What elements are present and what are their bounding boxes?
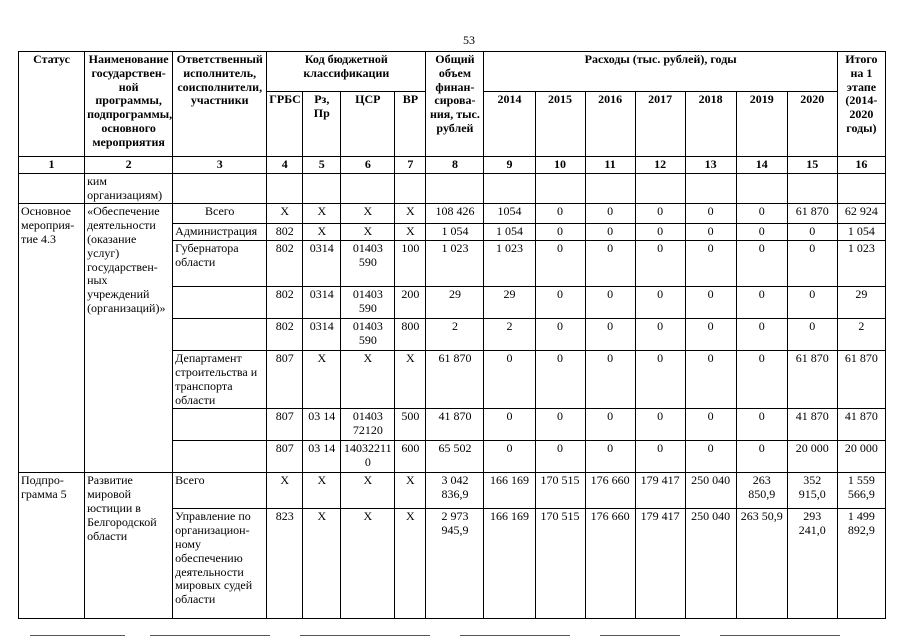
itogo-cell: 1 023 [837, 241, 885, 287]
status-cell: Подпро-грамма 5 [19, 473, 85, 619]
header-total-volume: Общий объем финан-сирова-ния, тыс. рублей [426, 52, 484, 157]
name-cell: Развитие мировой юстиции в Белгородской области [85, 473, 173, 619]
rzpr-cell: 0314 [303, 241, 341, 287]
year-value-cell: 0 [635, 409, 685, 441]
column-number: 3 [173, 157, 267, 174]
header-year: 2019 [736, 92, 787, 157]
itogo-cell: 62 924 [837, 204, 885, 224]
executor-cell: Управление по организацион-ному обеспечению деятельности мировых судей области [173, 509, 267, 619]
executor-cell: Всего [173, 473, 267, 509]
vr-cell: 600 [395, 441, 426, 473]
itogo-cell: 1 054 [837, 224, 885, 241]
year-value-cell: 0 [736, 351, 787, 409]
itogo-cell: 1 499 892,9 [837, 509, 885, 619]
year-value-cell: 0 [585, 351, 635, 409]
year-value-cell: 0 [685, 241, 736, 287]
grbs-cell: 807 [267, 441, 303, 473]
year-value-cell: 0 [585, 441, 635, 473]
vr-cell: 800 [395, 319, 426, 351]
year-value-cell: 0 [585, 224, 635, 241]
year-value-cell: 293 241,0 [787, 509, 837, 619]
grbs-cell: 807 [267, 409, 303, 441]
vr-cell: Х [395, 351, 426, 409]
grbs-cell: 802 [267, 241, 303, 287]
rzpr-cell: Х [303, 204, 341, 224]
year-value-cell: 1 023 [484, 241, 535, 287]
year-value-cell: 0 [585, 319, 635, 351]
year-value-cell: 0 [685, 287, 736, 319]
itogo-cell: 61 870 [837, 351, 885, 409]
year-value-cell: 0 [535, 224, 585, 241]
header-csr: ЦСР [341, 92, 395, 157]
year-value-cell: 0 [635, 241, 685, 287]
csr-cell: 14032211 0 [341, 441, 395, 473]
column-number: 9 [484, 157, 535, 174]
rzpr-cell: Х [303, 509, 341, 619]
column-number: 16 [837, 157, 885, 174]
column-number: 6 [341, 157, 395, 174]
header-name: Наименование государствен-ной программы, подпрограммы, основного мероприятия [85, 52, 173, 157]
year-value-cell: 0 [787, 287, 837, 319]
vr-cell: 200 [395, 287, 426, 319]
year-value-cell: 166 169 [484, 509, 535, 619]
executor-cell [173, 319, 267, 351]
year-value-cell: 0 [635, 287, 685, 319]
executor-cell: Департамент строительства и транспорта области [173, 351, 267, 409]
year-value-cell: 0 [736, 409, 787, 441]
year-value-cell: 0 [635, 441, 685, 473]
csr-cell: Х [341, 204, 395, 224]
executor-cell [173, 441, 267, 473]
year-value-cell: 29 [484, 287, 535, 319]
total-cell: 2 973 945,9 [426, 509, 484, 619]
column-number: 12 [635, 157, 685, 174]
grbs-cell: 802 [267, 287, 303, 319]
year-value-cell: 0 [736, 319, 787, 351]
year-value-cell: 179 417 [635, 473, 685, 509]
budget-table [18, 51, 886, 619]
year-value-cell: 0 [535, 287, 585, 319]
csr-cell: 01403 590 [341, 319, 395, 351]
year-value-cell: 0 [535, 204, 585, 224]
itogo-cell: 1 559 566,9 [837, 473, 885, 509]
header-year: 2018 [685, 92, 736, 157]
grbs-cell: 823 [267, 509, 303, 619]
year-value-cell: 0 [685, 204, 736, 224]
grbs-cell: Х [267, 473, 303, 509]
year-value-cell: 0 [635, 319, 685, 351]
year-value-cell: 0 [787, 224, 837, 241]
year-value-cell: 1 054 [484, 224, 535, 241]
total-cell: 1 054 [426, 224, 484, 241]
rzpr-cell: 03 14 [303, 441, 341, 473]
rzpr-cell: 0314 [303, 287, 341, 319]
year-value-cell: 0 [787, 319, 837, 351]
header-year: 2020 [787, 92, 837, 157]
header-year: 2016 [585, 92, 635, 157]
year-value-cell: 250 040 [685, 509, 736, 619]
csr-cell: 01403 590 [341, 287, 395, 319]
itogo-cell: 41 870 [837, 409, 885, 441]
year-value-cell: 0 [685, 351, 736, 409]
year-value-cell: 0 [685, 319, 736, 351]
grbs-cell: Х [267, 204, 303, 224]
header-year: 2017 [635, 92, 685, 157]
csr-cell: 01403 590 [341, 241, 395, 287]
grbs-cell: 802 [267, 224, 303, 241]
year-value-cell: 0 [484, 351, 535, 409]
grbs-cell: 802 [267, 319, 303, 351]
year-value-cell: 0 [535, 441, 585, 473]
bottom-rule [0, 632, 905, 640]
total-cell: 61 870 [426, 351, 484, 409]
year-value-cell: 263 850,9 [736, 473, 787, 509]
header-grbs: ГРБС [267, 92, 303, 157]
year-value-cell: 0 [736, 204, 787, 224]
csr-cell: 01403 72120 [341, 409, 395, 441]
year-value-cell: 0 [535, 351, 585, 409]
column-number: 11 [585, 157, 635, 174]
vr-cell: Х [395, 473, 426, 509]
total-cell: 3 042 836,9 [426, 473, 484, 509]
year-value-cell: 0 [484, 409, 535, 441]
header-rzpr: Рз, Пр [303, 92, 341, 157]
rzpr-cell: Х [303, 351, 341, 409]
year-value-cell: 263 50,9 [736, 509, 787, 619]
year-value-cell: 0 [585, 409, 635, 441]
header-executor: Ответственный исполнитель, соисполнители, участники [173, 52, 267, 157]
executor-cell: Администрация [173, 224, 267, 241]
executor-cell: Всего [173, 204, 267, 224]
header-year: 2014 [484, 92, 535, 157]
year-value-cell: 20 000 [787, 441, 837, 473]
vr-cell: 100 [395, 241, 426, 287]
column-number: 10 [535, 157, 585, 174]
year-value-cell: 170 515 [535, 473, 585, 509]
total-cell: 1 023 [426, 241, 484, 287]
header-code-group: Код бюджетной классификации [267, 52, 426, 92]
year-value-cell: 0 [685, 409, 736, 441]
year-value-cell: 0 [736, 287, 787, 319]
total-cell: 65 502 [426, 441, 484, 473]
column-number: 2 [85, 157, 173, 174]
vr-cell: 500 [395, 409, 426, 441]
year-value-cell: 0 [535, 409, 585, 441]
year-value-cell: 0 [535, 319, 585, 351]
year-value-cell: 0 [736, 241, 787, 287]
year-value-cell: 0 [535, 241, 585, 287]
year-value-cell: 61 870 [787, 351, 837, 409]
year-value-cell: 0 [585, 287, 635, 319]
column-number: 13 [685, 157, 736, 174]
year-value-cell: 0 [484, 441, 535, 473]
csr-cell: Х [341, 224, 395, 241]
rzpr-cell: 03 14 [303, 409, 341, 441]
year-value-cell: 1054 [484, 204, 535, 224]
year-value-cell: 176 660 [585, 473, 635, 509]
header-vr: ВР [395, 92, 426, 157]
total-cell: 41 870 [426, 409, 484, 441]
year-value-cell: 166 169 [484, 473, 535, 509]
status-cell: Основное мероприя-тие 4.3 [19, 204, 85, 473]
header-year: 2015 [535, 92, 585, 157]
year-value-cell: 41 870 [787, 409, 837, 441]
year-value-cell: 352 915,0 [787, 473, 837, 509]
itogo-cell: 20 000 [837, 441, 885, 473]
column-number: 1 [19, 157, 85, 174]
year-value-cell: 250 040 [685, 473, 736, 509]
year-value-cell: 0 [736, 441, 787, 473]
executor-cell [173, 409, 267, 441]
year-value-cell: 176 660 [585, 509, 635, 619]
csr-cell: Х [341, 509, 395, 619]
rzpr-cell: Х [303, 473, 341, 509]
year-value-cell: 0 [635, 204, 685, 224]
column-number: 15 [787, 157, 837, 174]
name-cell: «Обеспечение деятельности (оказание услуг) государствен-ных учреждений (организаций)» [85, 204, 173, 473]
csr-cell: Х [341, 473, 395, 509]
year-value-cell: 0 [685, 224, 736, 241]
header-itogo: Итого на 1 этапе (2014-2020 годы) [837, 52, 885, 157]
column-number: 5 [303, 157, 341, 174]
continuation-name: ким организациям) [85, 173, 173, 204]
vr-cell: Х [395, 509, 426, 619]
header-expenses-group: Расходы (тыс. рублей), годы [484, 52, 837, 92]
grbs-cell: 807 [267, 351, 303, 409]
page-number: 53 [463, 33, 475, 47]
itogo-cell: 2 [837, 319, 885, 351]
column-number: 8 [426, 157, 484, 174]
year-value-cell: 170 515 [535, 509, 585, 619]
total-cell: 2 [426, 319, 484, 351]
table-row [19, 204, 886, 224]
header-status: Статус [19, 52, 85, 157]
table-row [19, 473, 886, 509]
continuation-row [19, 173, 886, 204]
year-value-cell: 61 870 [787, 204, 837, 224]
csr-cell: Х [341, 351, 395, 409]
column-number: 7 [395, 157, 426, 174]
rzpr-cell: Х [303, 224, 341, 241]
column-number: 14 [736, 157, 787, 174]
vr-cell: Х [395, 224, 426, 241]
year-value-cell: 0 [585, 241, 635, 287]
total-cell: 108 426 [426, 204, 484, 224]
year-value-cell: 0 [635, 351, 685, 409]
year-value-cell: 0 [585, 204, 635, 224]
year-value-cell: 0 [787, 241, 837, 287]
year-value-cell: 0 [635, 224, 685, 241]
total-cell: 29 [426, 287, 484, 319]
year-value-cell: 2 [484, 319, 535, 351]
year-value-cell: 179 417 [635, 509, 685, 619]
executor-cell: Губернатора области [173, 241, 267, 287]
year-value-cell: 0 [736, 224, 787, 241]
itogo-cell: 29 [837, 287, 885, 319]
year-value-cell: 0 [685, 441, 736, 473]
vr-cell: Х [395, 204, 426, 224]
rzpr-cell: 0314 [303, 319, 341, 351]
executor-cell [173, 287, 267, 319]
column-number: 4 [267, 157, 303, 174]
